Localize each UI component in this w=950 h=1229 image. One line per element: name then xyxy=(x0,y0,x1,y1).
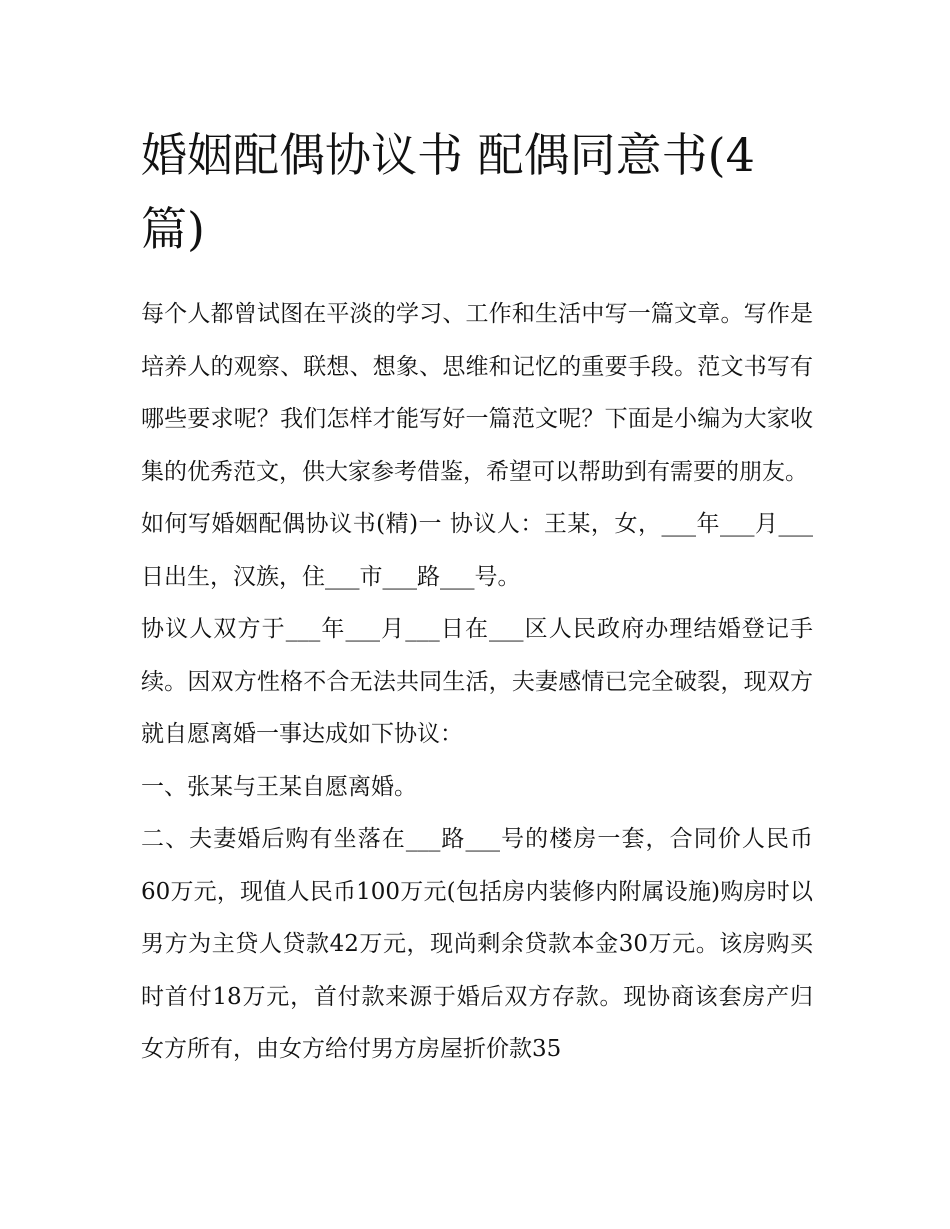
intro-paragraph: 每个人都曾试图在平淡的学习、工作和生活中写一篇文章。写作是培养人的观察、联想、想象、思维和记忆的重要手段。范文书写有哪些要求呢？我们怎样才能写好一篇范文呢？下面是小编为大家收集的优秀范文，供大家参考借鉴，希望可以帮助到有需要的朋友。 xyxy=(141,301,813,485)
document-page xyxy=(141,118,813,1076)
clause-one-paragraph: 一、张某与王某自愿离婚。 xyxy=(141,773,417,800)
document-title: 婚姻配偶协议书 配偶同意书(4篇) xyxy=(141,128,755,256)
marriage-registration-paragraph: 协议人双方于___年___月___日在___区人民政府办理结婚登记手续。因双方性格不合无法共同生活，夫妻感情已完全破裂，现双方就自愿离婚一事达成如下协议： xyxy=(141,616,813,747)
agreement-party-paragraph: 如何写婚姻配偶协议书(精)一 协议人：王某，女，___年___月___日出生，汉族，住___市___路___号。 xyxy=(141,511,813,590)
clause-two-paragraph: 二、夫妻婚后购有坐落在___路___号的楼房一套，合同价人民币60万元，现值人民币100万元(包括房内装修内附属设施)购房时以男方为主贷人贷款42万元，现尚剩余贷款本金30万元。该房购买时首付18万元，首付款来源于婚后双方存款。现协商该套房产归女方所有，由女方给付男方房屋折价款35 xyxy=(141,826,813,1062)
